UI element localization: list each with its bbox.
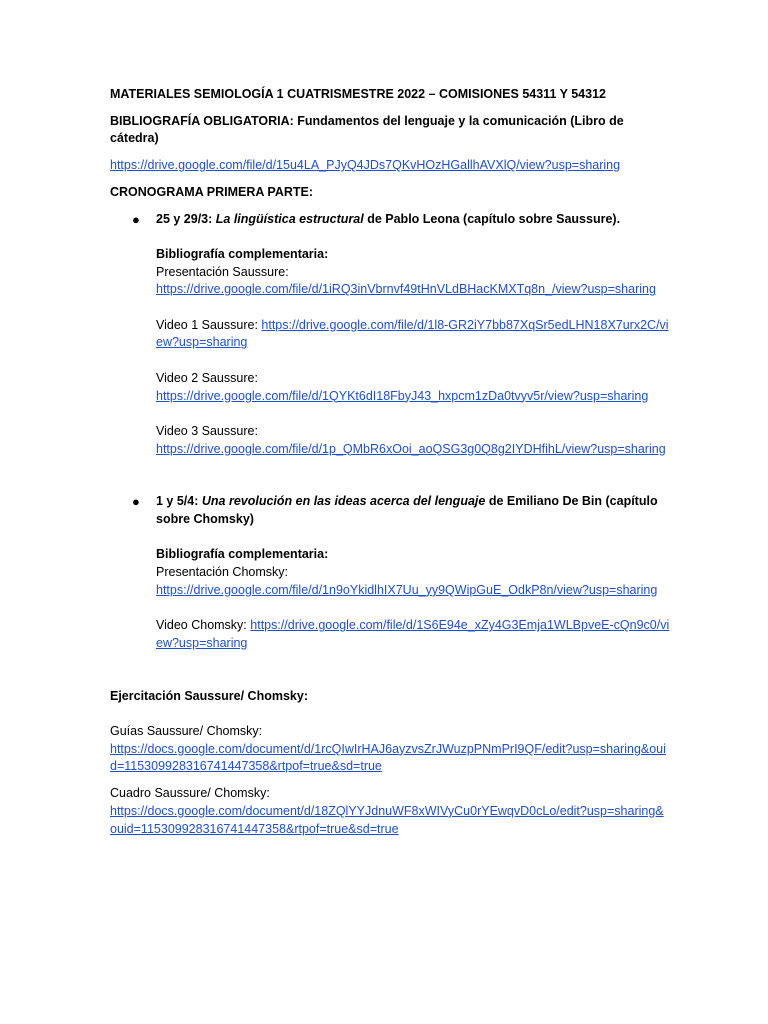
guides-label: Guías Saussure/ Chomsky: (110, 723, 263, 738)
schedule-item-rest: de Emiliano De Bin (capítulo sobre Chomsky) (156, 494, 658, 526)
schedule-item-title: La lingüística estructural (215, 211, 364, 226)
resource-inline (156, 617, 670, 652)
resource-label: Presentación Chomsky: (156, 565, 289, 580)
required-bibliography-link[interactable]: https://drive.google.com/file/d/15u4LA_PJyQ4JDs7QKvHOzHGallhAVXlQ/view?usp=sharing (110, 158, 621, 173)
exercises-heading: Ejercitación Saussure/ Chomsky: (110, 688, 308, 703)
resource-label: Video 1 Saussure: (156, 317, 262, 332)
schedule-item-heading (156, 211, 670, 229)
schedule-item-date: 1 y 5/4: (156, 494, 202, 509)
required-bibliography-label: BIBLIOGRAFÍA OBLIGATORIA: (110, 113, 294, 128)
resource-link[interactable]: https://drive.google.com/file/d/1p_QMbR6xOoi_aoQSG3g0Q8g2IYDHfihL/view?usp=sharing (156, 441, 666, 456)
schedule-item-title: Una revolución en las ideas acerca del lenguaje (201, 494, 486, 509)
document-title: MATERIALES SEMIOLOGÍA 1 CUATRISMESTRE 2022 – COMISIONES 54311 Y 54312 (110, 87, 606, 101)
schedule-item-chomsky (110, 493, 670, 652)
resource-link[interactable]: https://drive.google.com/file/d/1iRQ3inVbrnvf49tHnVLdBHacKMXTq8n_/view?usp=sharing (156, 282, 656, 297)
document-page (110, 86, 670, 838)
resource-label: Video 2 Saussure: (156, 370, 258, 385)
table-label: Cuadro Saussure/ Chomsky: (110, 786, 270, 801)
bullet-icon: ● (132, 494, 140, 510)
required-bibliography (110, 113, 670, 148)
complementary-bibliography-label: Bibliografía complementaria: (156, 246, 329, 261)
bullet-icon: ● (132, 211, 140, 227)
resource-label: Video Chomsky: (156, 618, 251, 633)
required-bibliography-text: Fundamentos del lenguaje y la comunicación (Libro de cátedra) (110, 113, 624, 146)
complementary-bibliography-label: Bibliografía complementaria: (156, 547, 329, 562)
resource-inline (156, 317, 670, 352)
resource-link[interactable]: https://drive.google.com/file/d/1l8-GR2iY7bb87XqSr5edLHN18X7urx2C/view?usp=sharing (156, 317, 669, 350)
guides-link[interactable]: https://docs.google.com/document/d/1rcQIwIrHAJ6ayzvsZrJWuzpPNmPrI9QF/edit?usp=sharing&ouid=115309928316741447358&rtpof=true&sd=true (110, 741, 666, 774)
resource-label: Presentación Saussure: (156, 264, 289, 279)
schedule-item-date: 25 y 29/3: (156, 211, 216, 226)
resource-link[interactable]: https://drive.google.com/file/d/1S6E94e_xZy4G3Emja1WLBpveE-cQn9c0/view?usp=sharing (156, 618, 670, 650)
schedule-item-heading (156, 493, 670, 528)
schedule-item-rest: de Pablo Leona (capítulo sobre Saussure). (363, 211, 621, 226)
resource-link[interactable]: https://drive.google.com/file/d/1QYKt6dI18FbyJ43_hxpcm1zDa0tvyv5r/view?usp=sharing (156, 388, 649, 403)
table-link[interactable]: https://docs.google.com/document/d/18ZQlYYJdnuWF8xWIVyCu0rYEwqvD0cLo/edit?usp=sharing&ouid=115309928316741447358&rtpof=true&sd=true (110, 803, 664, 836)
schedule-heading: CRONOGRAMA PRIMERA PARTE: (110, 184, 314, 199)
resource-label: Video 3 Saussure: (156, 423, 258, 438)
schedule-item-saussure (110, 211, 670, 459)
resource-link[interactable]: https://drive.google.com/file/d/1n9oYkidlhIX7Uu_yy9QWipGuE_OdkP8n/view?usp=sharing (156, 582, 658, 597)
